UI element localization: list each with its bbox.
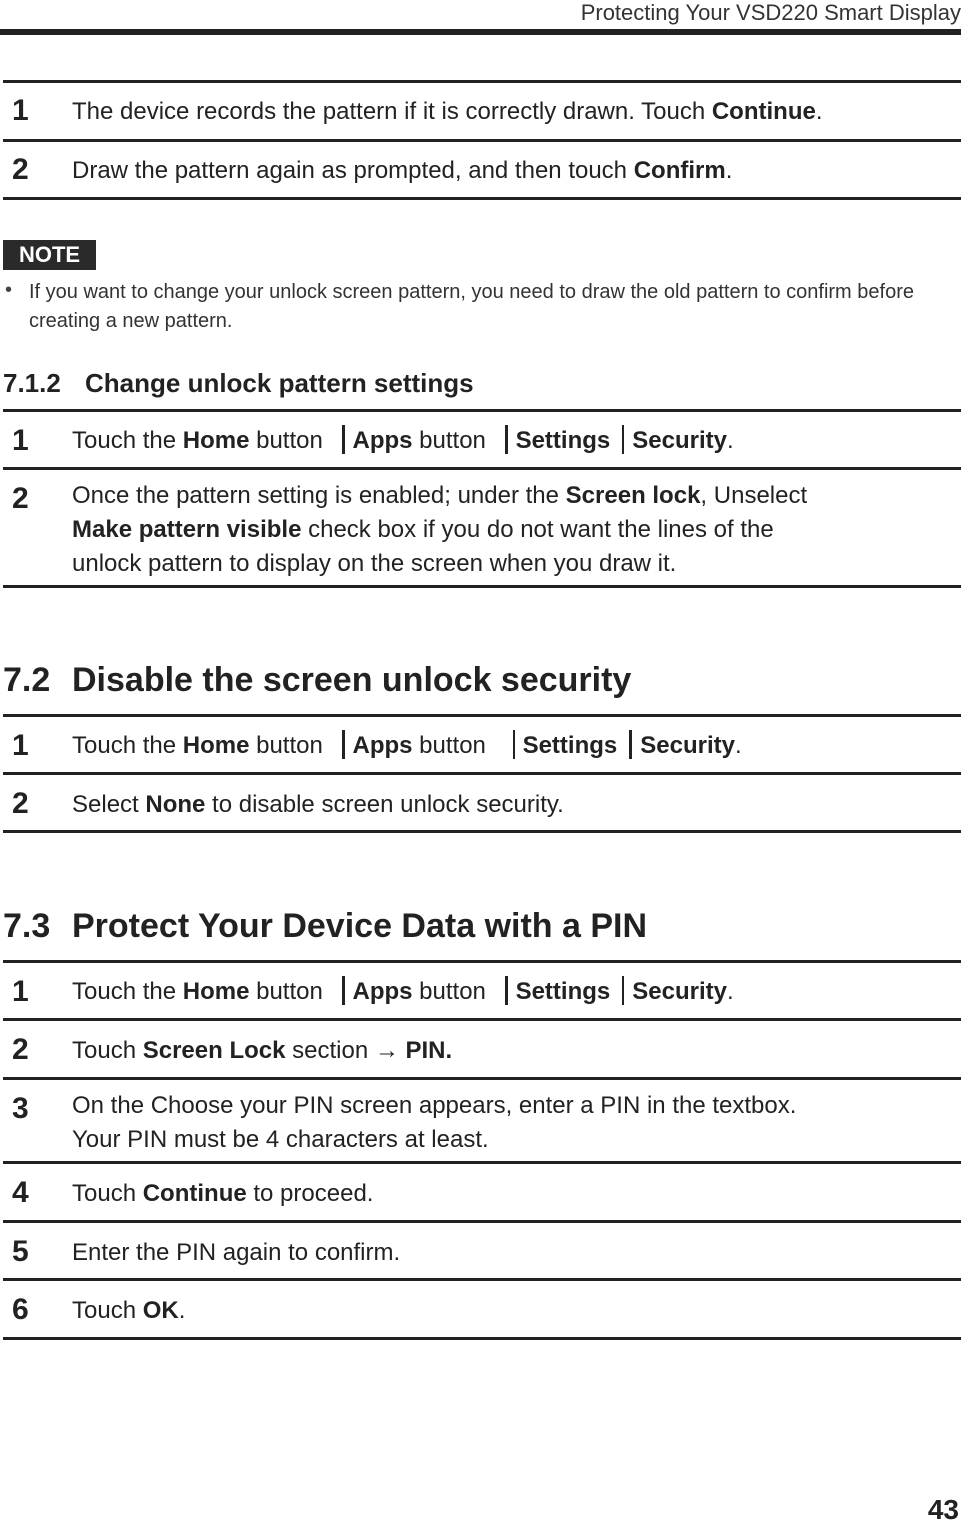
separator [622, 425, 624, 454]
step-text: Touch OK. [72, 1297, 186, 1324]
separator [342, 425, 345, 454]
step-text: Touch the Home button Apps button Settings Security. [72, 978, 734, 1005]
step-text: Touch Continue to proceed. [72, 1180, 374, 1207]
table-rule [3, 467, 961, 470]
table-rule [3, 139, 961, 142]
table-rule [3, 1018, 961, 1021]
table-rule [3, 960, 961, 963]
step-text: Enter the PIN again to confirm. [72, 1239, 401, 1266]
step-number: 3 [12, 1092, 29, 1125]
step-text: Draw the pattern again as prompted, and then touch Confirm. [72, 157, 733, 184]
table-rule [3, 585, 961, 588]
header-rule [0, 29, 961, 35]
step-number: 1 [12, 94, 29, 127]
step-text: Touch the Home button Apps button Settings Security. [72, 732, 742, 759]
step-text: Once the pattern setting is enabled; under the Screen lock, Unselect Make pattern visible check box if you do not want the lines of the unlock pattern to display on the screen when you draw it. [72, 482, 808, 577]
table-rule [3, 80, 961, 83]
bullet: • [5, 279, 13, 301]
table-rule [3, 409, 961, 412]
step-number: 1 [12, 729, 29, 762]
note-badge: NOTE [3, 240, 96, 270]
separator [342, 730, 345, 759]
separator [505, 425, 508, 454]
section-heading: 7.2 Disable the screen unlock security [3, 661, 632, 699]
page-number: 43 [927, 1494, 959, 1525]
note-text: If you want to change your unlock screen pattern, you need to draw the old pattern to confirm before creating a new pattern. [29, 281, 914, 332]
step-text: The device records the pattern if it is correctly drawn. Touch Continue. [72, 98, 823, 125]
table-rule [3, 772, 961, 775]
table-rule [3, 1077, 961, 1080]
running-header: Protecting Your VSD220 Smart Display [580, 0, 961, 25]
step-number: 2 [12, 1033, 29, 1066]
step-number: 2 [12, 153, 29, 186]
separator [622, 976, 624, 1005]
step-number: 4 [12, 1176, 29, 1209]
step-number: 5 [12, 1235, 29, 1268]
step-number: 2 [12, 787, 29, 820]
separator [342, 976, 345, 1005]
table-rule [3, 197, 961, 200]
step-text: On the Choose your PIN screen appears, enter a PIN in the textbox. Your PIN must be 4 characters at least. [72, 1092, 797, 1153]
step-number: 1 [12, 424, 29, 457]
step-number: 1 [12, 975, 29, 1008]
table-rule [3, 714, 961, 717]
table-rule [3, 1161, 961, 1164]
step-text: Select None to disable screen unlock security. [72, 791, 564, 818]
section-heading: 7.1.2 Change unlock pattern settings [3, 368, 474, 398]
separator [629, 730, 632, 759]
step-number: 6 [12, 1293, 29, 1326]
table-rule [3, 1337, 961, 1340]
table-rule [3, 1220, 961, 1223]
step-text: Touch the Home button Apps button Settings Security. [72, 427, 734, 454]
separator [513, 730, 515, 759]
separator [505, 976, 508, 1005]
table-rule [3, 830, 961, 833]
step-text: Touch Screen Lock section → PIN. [72, 1037, 453, 1064]
table-rule [3, 1278, 961, 1281]
section-heading: 7.3 Protect Your Device Data with a PIN [3, 907, 648, 945]
step-number: 2 [12, 482, 29, 515]
